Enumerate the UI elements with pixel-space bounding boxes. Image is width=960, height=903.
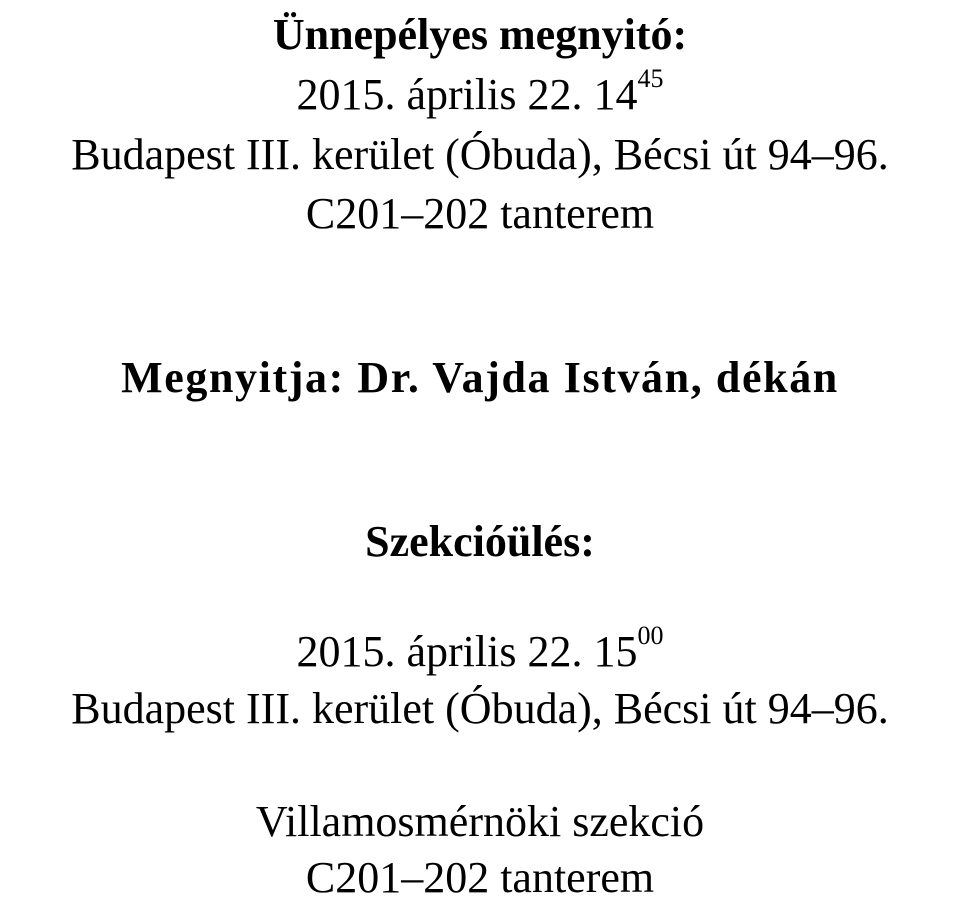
section-time-superscript: 00	[637, 621, 664, 651]
opening-date	[0, 64, 960, 120]
section-date	[0, 621, 960, 677]
opening-heading: Ünnepélyes megnyitó:	[272, 10, 688, 59]
section-room: C201–202 tanterem	[305, 853, 655, 902]
section-address: Budapest III. kerület (Óbuda), Bécsi út 94–96.	[71, 684, 889, 733]
opening-room: C201–202 tanterem	[305, 189, 655, 238]
section-name: Villamosmérnöki szekció	[255, 797, 705, 846]
opening-time-superscript: 45	[637, 64, 664, 94]
opening-date-text: 2015. április 22. 14	[296, 70, 638, 119]
opening-address: Budapest III. kerület (Óbuda), Bécsi út 94–96.	[71, 130, 889, 179]
section-heading: Szekcióülés:	[365, 517, 595, 566]
opening-opener: Megnyitja: Dr. Vajda István, dékán	[121, 353, 839, 402]
section-date-text: 2015. április 22. 15	[296, 627, 638, 676]
